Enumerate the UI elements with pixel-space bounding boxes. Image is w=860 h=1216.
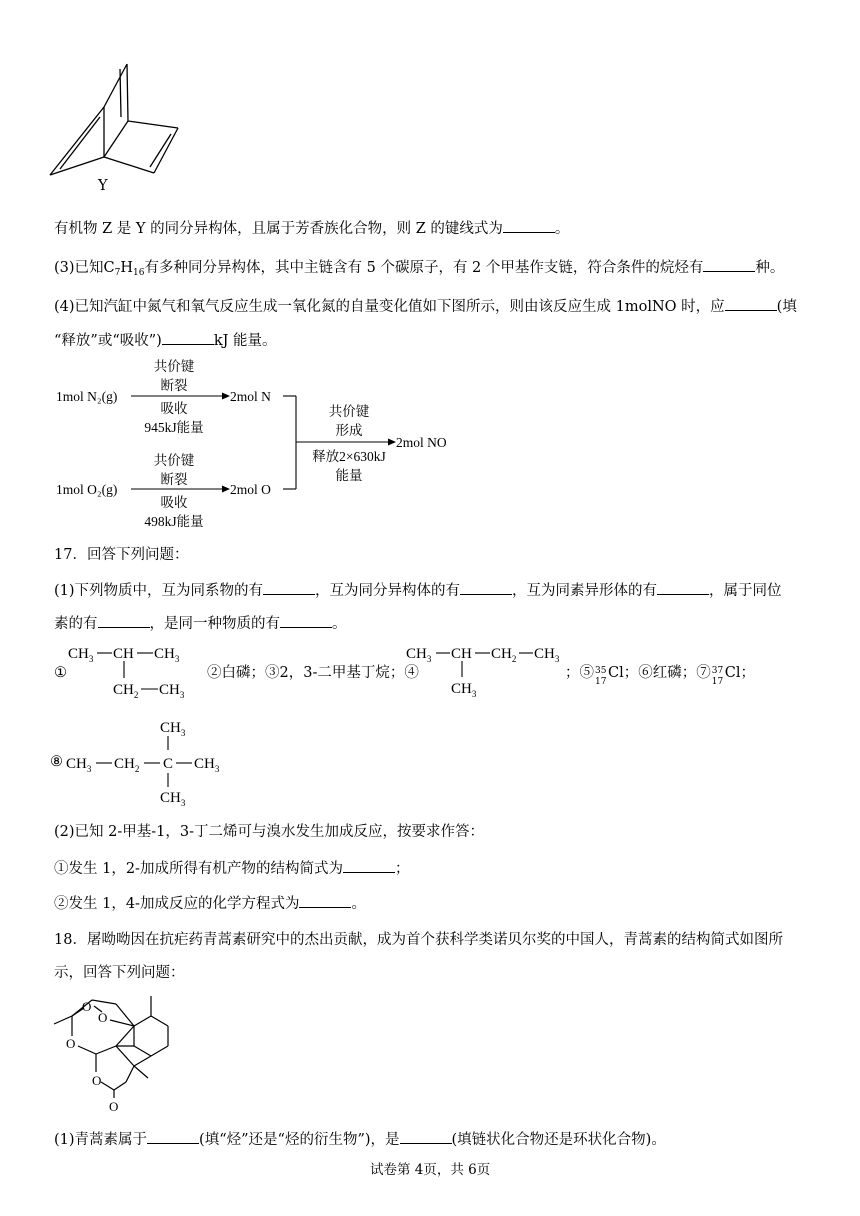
answer-blank[interactable]	[725, 296, 777, 311]
svg-text:吸收: 吸收	[160, 401, 188, 416]
q16-p3-line: (3)已知$C_7H_{16}$有多种同分异构体，其中主链含有 5 个碳原子，有 2 个甲基作支链，符合条件的烷烃有 种。	[54, 257, 784, 283]
svg-text:CH: CH	[113, 646, 134, 662]
answer-blank[interactable]	[280, 613, 332, 628]
q16-p4-line2: “释放”或“吸收”) kJ 能量。	[54, 330, 277, 351]
svg-text:能量: 能量	[335, 468, 363, 483]
n-product: 2mol N	[230, 389, 271, 404]
svg-text:吸收: 吸收	[160, 495, 188, 510]
answer-blank[interactable]	[503, 218, 555, 233]
svg-text:O: O	[92, 1073, 102, 1088]
structure-y-label: Y	[98, 178, 108, 194]
answer-blank[interactable]	[263, 580, 315, 595]
o2-label: 共价键	[153, 453, 195, 468]
structure-item-8	[66, 712, 236, 807]
formula-c7h16: $C_7H_{16}$	[103, 260, 145, 278]
q16-z-text: 有机物 Z 是 Y 的同分异构体，且属于芳香族化合物，则 Z 的键线式为	[54, 221, 503, 237]
answer-blank[interactable]	[460, 580, 512, 595]
svg-text:C: C	[163, 756, 174, 772]
page-footer: 试卷第 4页，共 6页	[370, 1162, 491, 1178]
items-5-7-text: ；⑤ 35 17 Cl；⑥红磷；⑦ 37 17 Cl；	[565, 665, 755, 687]
svg-text:CH3: $CH_3$	[194, 756, 220, 774]
structure-item-4	[406, 640, 576, 700]
svg-text:CH3: $CH_3$	[66, 756, 92, 774]
svg-text:释放2×630kJ: 释放2×630kJ	[312, 449, 386, 464]
svg-text:CH: CH	[451, 646, 472, 662]
svg-text:O: O	[82, 999, 92, 1014]
q16-z-line: 有机物 Z 是 Y 的同分异构体，且属于芳香族化合物，则 Z 的键线式为 。	[54, 218, 569, 239]
svg-text:CH2: $CH_2$	[491, 646, 517, 664]
svg-text:CH2: $CH_2$	[114, 756, 140, 774]
q17-p1-line2: 素的有 ，是同一种物质的有 。	[54, 613, 347, 634]
answer-blank[interactable]	[162, 330, 214, 345]
q18-line2: 示，回答下列问题：	[54, 965, 185, 981]
structure-item-1	[64, 636, 204, 706]
svg-text:断裂: 断裂	[160, 472, 188, 487]
energy-diagram	[50, 355, 470, 535]
item-2-3-text: ②白磷；③2，3-二甲基丁烷；④	[207, 665, 419, 681]
isotope-cl35: 35 17	[595, 666, 607, 687]
answer-blank[interactable]	[98, 613, 150, 628]
o2-reactant: 1mol O₂(g)	[56, 482, 118, 497]
q17-p1-line1: (1)下列物质中，互为同系物的有 ，互为同分异构体的有 ，互为同素异形体的有 ，属于同位	[54, 580, 782, 601]
isotope-cl37: 37 17	[711, 666, 724, 687]
svg-text:形成: 形成	[335, 423, 363, 438]
svg-text:O: O	[98, 1010, 108, 1025]
q18-p1-line: (1)青蒿素属于 (填“烃”还是“烃的衍生物”)，是 (填链状化合物还是环状化合物)。	[54, 1129, 666, 1150]
answer-blank[interactable]	[147, 1129, 199, 1144]
svg-text:498kJ能量: 498kJ能量	[144, 514, 204, 529]
structure-y	[40, 55, 190, 200]
answer-blank[interactable]	[400, 1129, 452, 1144]
q17-title: 17．回答下列问题：	[54, 547, 189, 563]
svg-text:CH3: $CH_3$	[451, 681, 477, 699]
svg-text:945kJ能量: 945kJ能量	[144, 420, 204, 435]
svg-text:CH3: $CH_3$	[68, 646, 94, 664]
o-product: 2mol O	[230, 482, 271, 497]
q16-p4-line1: (4)已知汽缸中氮气和氧气反应生成一氧化氮的自量变化值如下图所示，则由该反应生成 1molNO 时，应 (填	[54, 296, 797, 317]
svg-text:CH3: $CH_3$	[154, 646, 180, 664]
svg-text:CH3: $CH_3$	[160, 720, 186, 738]
q17-p2-line2: ②发生 1，4-加成反应的化学方程式为 。	[54, 893, 366, 914]
q17-p2-intro: (2)已知 2-甲基-1，3-丁二烯可与溴水发生加成反应，按要求作答：	[54, 824, 485, 840]
answer-blank[interactable]	[657, 580, 709, 595]
answer-blank[interactable]	[703, 257, 755, 272]
q17-p2-line1: ①发生 1，2-加成所得有机产物的结构简式为 ；	[54, 858, 409, 879]
n2-label: 共价键	[153, 359, 195, 374]
item-8-mark: ⑧	[50, 754, 63, 770]
svg-text:O: O	[66, 1036, 76, 1051]
n2-reactant: 1mol N₂(g)	[56, 389, 118, 404]
artemisinin-structure	[44, 990, 194, 1115]
q18-line1: 18．屠呦呦因在抗疟药青蒿素研究中的杰出贡献，成为首个获科学类诺贝尔奖的中国人，青蒿素的结构简式如图所	[54, 932, 783, 948]
svg-text:断裂: 断裂	[160, 378, 188, 393]
item-1-mark: ①	[54, 665, 67, 681]
svg-text:CH3: $CH_3$	[406, 646, 432, 664]
svg-text:CH3: $CH_3$	[160, 790, 186, 807]
no-product: 2mol NO	[396, 435, 447, 450]
svg-text:CH3: $CH_3$	[534, 646, 560, 664]
mid-label: 共价键	[328, 404, 370, 419]
svg-text:CH2: $CH_2$	[113, 682, 139, 700]
answer-blank[interactable]	[299, 893, 351, 908]
answer-blank[interactable]	[343, 858, 395, 873]
svg-text:O: O	[109, 1099, 119, 1114]
svg-text:CH3: $CH_3$	[159, 682, 185, 700]
